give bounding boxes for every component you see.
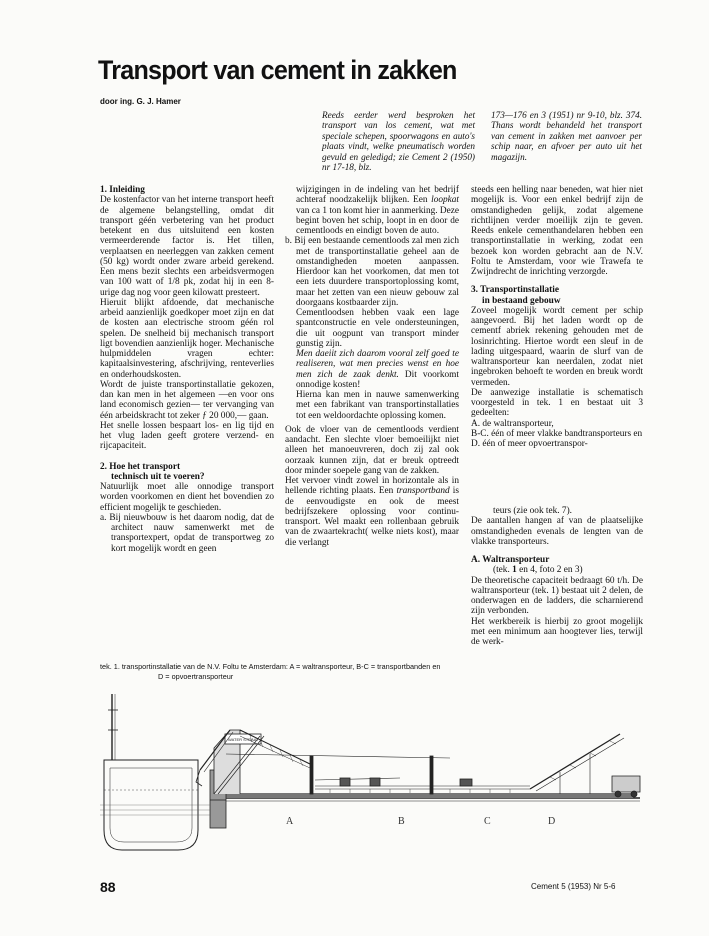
intro-left: Reeds eerder werd besproken het transport van los cement, wat met speciale schepen, spoorwagons en auto's plaats vindt, welke pneumatisch worden gevuld en geledigd; zie Cement 2 (1950) nr 17-18, blz.: [322, 110, 475, 173]
list-item-a: a. Bij nieuwbouw is het daarom nodig, dat de architect nauw samenwerkt met de transportexpert, opdat de transportweg zo kort mogelijk wordt en geen: [100, 512, 274, 554]
paragraph: steeds een helling naar beneden, wat hier niet mogelijk is. Voor een enkel bedrijf zijn de omstandigheden gelijk, zodat algemene richtlijnen verder moeilijk zijn te geven. Reeds enkele cementhandelaren hebben een transportinstallatie in werking, zodat een bezoek kon worden gebracht aan de N.V. Foltu te Amsterdam, voor wie Trawefa te Zwijndrecht de inrichting verzorgde.: [471, 185, 643, 277]
paragraph: De aantallen hangen af van de plaatselijke omstandigheden evenals de lengten van de vlakke transporteurs.: [471, 516, 643, 547]
paragraph: Zoveel mogelijk wordt cement per schip aangevoerd. Bij het laden wordt op de cementf abriek rekening gehouden met de losinrichting. Hiertoe wordt een sleuf in de lading uitgespaard, waarin de slurf van de waltransporteur kan neerdalen, zodat niet ingebroken behoeft te worden en breuk wordt vermeden.: [471, 305, 643, 388]
paragraph: Ook de vloer van de cementloods verdient aandacht. Een slechte vloer bemoeilijkt niet alleen het manoeuvreren, doch zij zal ook oorzaak kunnen zijn, dat er breuk optreedt door minder soepele gang van de zakken.: [285, 424, 459, 476]
paragraph: De aanwezige installatie is schematisch voorgesteld in tek. 1 en bestaat uit 3 gedeelten:: [471, 387, 643, 419]
caption-line-2: D = opvoertransporteur: [158, 672, 234, 681]
page-number: 88: [100, 879, 116, 895]
list-item-b: b. Bij een bestaande cementloods zal men zich met de transportinstallatie geheel aan de omstandigheden moeten aanpassen. Hierdoor kan het voorkomen, dat men tot een iets duurdere transportoplossing komt, maar het zetten van een nieuw gebouw zal doorgaans kostbaarder zijn.: [285, 236, 459, 308]
section-heading-transport: 2. Hoe het transport: [100, 461, 181, 472]
column-3-top: [471, 185, 643, 449]
figure-note-street: WATER STRAAT: [228, 737, 259, 742]
term-loopkat: loopkat: [431, 195, 459, 206]
paragraph: Het werkbereik is hierbij zo groot mogelijk met een minimum aan hoogtever lies, terwijl de werk-: [471, 616, 643, 647]
column-2: [285, 185, 459, 548]
paragraph: De kostenfactor van het interne transport heeft de algemene belangstelling, omdat dit transport géén verbetering van het product betekent en dus uitsluitend een kosten vermeerderende factor is. Het tillen, verplaatsen en neerleggen van zakken cement (50 kg) wordt onder zware arbeid gerekend. Een mens bezit slechts een arbeidsvermogen van 100 watt of 1/8 pk, zodat hij in een 8-urige dag nog voor geen kilowatt presteert.: [100, 195, 274, 298]
paragraph: wijzigingen in de indeling van het bedrijf achteraf noodzakelijk blijken. Een loopkat van ca 1 ton komt hier in aanmerking. Deze begint boven het schip, loopt in en door de cementloods en eindigt boven de auto.: [296, 185, 459, 236]
figure-label-c: C: [484, 816, 491, 827]
paragraph: Hierna kan men in nauwe samenwerking met een fabrikant van transportinstallaties tot een weldoordachte oplossing komen.: [296, 390, 459, 421]
paragraph: Het vervoer vindt zowel in horizontale als in hellende richting plaats. Een transportband is de eenvoudigste en ook de meest bedrijfszekere oplossing voor continu-transport. Wel maakt een rollenbaan gebruik van de zwaartekracht( welke niets kost), maar die verlangt: [285, 476, 459, 548]
article-title: Transport van cement in zakken: [98, 55, 457, 85]
column-3-bottom: [471, 506, 643, 647]
figure-label-b: B: [398, 816, 405, 827]
caption-line-1: tek. 1. transportinstallatie van de N.V. Foltu te Amsterdam: A = waltransporteur, B-C = transportbanden en: [100, 662, 441, 671]
intro-right: 173—176 en 3 (1951) nr 9-10, blz. 374. Thans wordt behandeld het transport van cement in zakken met aanvoer per schip naar, en afvoer per auto uit het magazijn.: [491, 110, 642, 162]
section-heading-installatie-line2: in bestaand gebouw: [482, 295, 561, 306]
figure-caption: [100, 662, 480, 682]
section-heading-transport-line2: technisch uit te voeren?: [111, 471, 205, 482]
paragraph: teurs (zie ook tek. 7).: [493, 506, 572, 516]
paragraph: Het snelle lossen bespaart los- en lig tijd en het vlug laden geeft grotere verzend- en rijcapaciteit.: [100, 420, 274, 452]
figure-label-a: A: [286, 816, 294, 827]
list-item-d: D. één of meer opvoertranspor-: [471, 439, 588, 449]
paragraph: De theoretische capaciteit bedraagt 60 t/h. De waltransporteur (tek. 1) bestaat uit 2 delen, de onderwagen en de ladders, die scharnierend zijn verbonden.: [471, 575, 643, 617]
paragraph: Natuurlijk moet alle onnodige transport worden voorkomen en dient het bovendien zo efficient mogelijk te geschieden.: [100, 482, 274, 513]
term-transportband: transportband: [396, 486, 450, 497]
figure-label-d: D: [548, 816, 556, 827]
paragraph: Hieruit blijkt afdoende, dat mechanische arbeid aanzienlijk goedkoper moet zijn en dat de kosten aan electrische stroom géén rol spelen. De snelheid bij mechanisch transport ligt bovendien aanzienlijk hoger. Mechanische hulpmiddelen vragen echter: kapitaalsinvestering, afschrijving, renteverlies en onderhoudskosten.: [100, 297, 274, 380]
paragraph: Cementloodsen hebben vaak een lage spantconstructie en vele ondersteuningen, die uit oogpunt van transport minder gunstig zijn.: [296, 308, 459, 349]
list-item-a: A. de waltransporteur,: [471, 418, 554, 429]
list-item-bc: B-C. één of meer vlakke bandtransporteurs en: [471, 428, 643, 439]
section-subheading: (tek. 1 en 4, foto 2 en 3): [493, 565, 583, 576]
section-heading-waltransporteur: A. Waltransporteur: [471, 555, 550, 565]
emphasis: Men daeiit zich daarom vooral zelf goed te realiseren, wat men precies wenst en hoe men zich de zaak denkt.: [296, 349, 459, 380]
author-byline: door ing. G. J. Hamer: [100, 97, 181, 106]
section-heading-installatie: 3. Transportinstallatie: [471, 285, 559, 296]
transport-installation-drawing: [100, 690, 645, 860]
paragraph: Men daeiit zich daarom vooral zelf goed te realiseren, wat men precies wenst en hoe men zich de zaak denkt. Dit voorkomt onnodige kosten!: [296, 349, 459, 390]
section-heading-inleiding: 1. Inleiding: [100, 185, 145, 195]
paragraph: Wordt de juiste transportinstallatie gekozen, dan kan men in het algemeen —en voor ons land economisch gezien— ter vervanging van één arbeidskracht tot zeker ƒ 20 000,— gaan.: [100, 379, 274, 421]
journal-reference: Cement 5 (1953) Nr 5-6: [531, 882, 616, 891]
column-1: [100, 185, 274, 554]
